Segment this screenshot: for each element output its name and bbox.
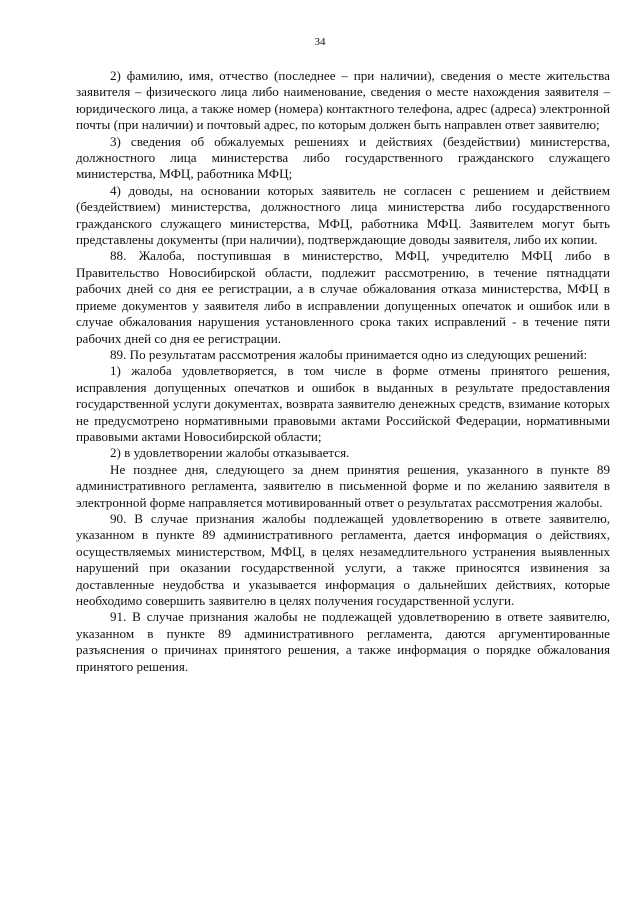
document-body [76, 68, 610, 675]
paragraph: 1) жалоба удовлетворяется, в том числе в форме отмены принятого решения, исправления допущенных опечатков и ошибок в выданных в результате предоставления государственной услуги документах, возврата заявителю денежных средств, взимание которых не предусмотрено нормативными правовыми актами Российской Федерации, нормативными правовыми актами Новосибирской области; [76, 363, 610, 444]
paragraph: 4) доводы, на основании которых заявитель не согласен с решением и действием (бездействием) министерства, должностного лица министерства либо государственного гражданского служащего министерства, МФЦ, работника МФЦ. Заявителем могут быть представлены документы (при наличии), подтверждающие доводы заявителя, либо их копии. [76, 182, 610, 248]
page-number: 34 [314, 36, 326, 48]
paragraph: 91. В случае признания жалобы не подлежащей удовлетворению в ответе заявителю, указанном в пункте 89 административного регламента, даются аргументированные разъяснения о причинах принятого решения, а также информация о порядке обжалования принятого решения. [76, 609, 610, 674]
paragraph: 89. По результатам рассмотрения жалобы принимается одно из следующих решений: [110, 346, 588, 362]
paragraph: 2) в удовлетворении жалобы отказывается. [110, 445, 350, 461]
paragraph: Не позднее дня, следующего за днем принятия решения, указанного в пункте 89 административного регламента, заявителю в письменной форме и по желанию заявителя в электронной форме направляется мотивированный ответ о результатах рассмотрения жалобы. [76, 461, 610, 510]
paragraph: 88. Жалоба, поступившая в министерство, МФЦ, учредителю МФЦ либо в Правительство Новосибирской области, подлежит рассмотрению, в течение пятнадцати рабочих дней со дня ее регистрации, а в случае обжалования отказа министерства, МФЦ в приеме документов у заявителя либо в исправлении допущенных опечаток и ошибок или в случае обжалования нарушения установленного срока таких исправлений - в течение пяти рабочих дней со дня ее регистрации. [76, 248, 610, 346]
paragraph: 90. В случае признания жалобы подлежащей удовлетворению в ответе заявителю, указанном в пункте 89 административного регламента, дается информация о действиях, осуществляемых министерством, МФЦ, в целях незамедлительного устранения выявленных нарушений при оказании государственной услуги, а также приносятся извинения за доставленные неудобства и указывается информация о дальнейших действиях, которые необходимо совершить заявителю в целях получения государственной услуги. [76, 510, 610, 608]
paragraph: 2) фамилию, имя, отчество (последнее – при наличии), сведения о месте жительства заявителя – физического лица либо наименование, сведения о месте нахождения заявителя – юридического лица, а также номер (номера) контактного телефона, адрес (адреса) электронной почты (при наличии) и почтовый адрес, по которым должен быть направлен ответ заявителю; [76, 68, 610, 133]
paragraph: 3) сведения об обжалуемых решениях и действиях (бездействии) министерства, должностного лица министерства либо государственного гражданского служащего министерства, МФЦ, работника МФЦ; [76, 133, 610, 182]
